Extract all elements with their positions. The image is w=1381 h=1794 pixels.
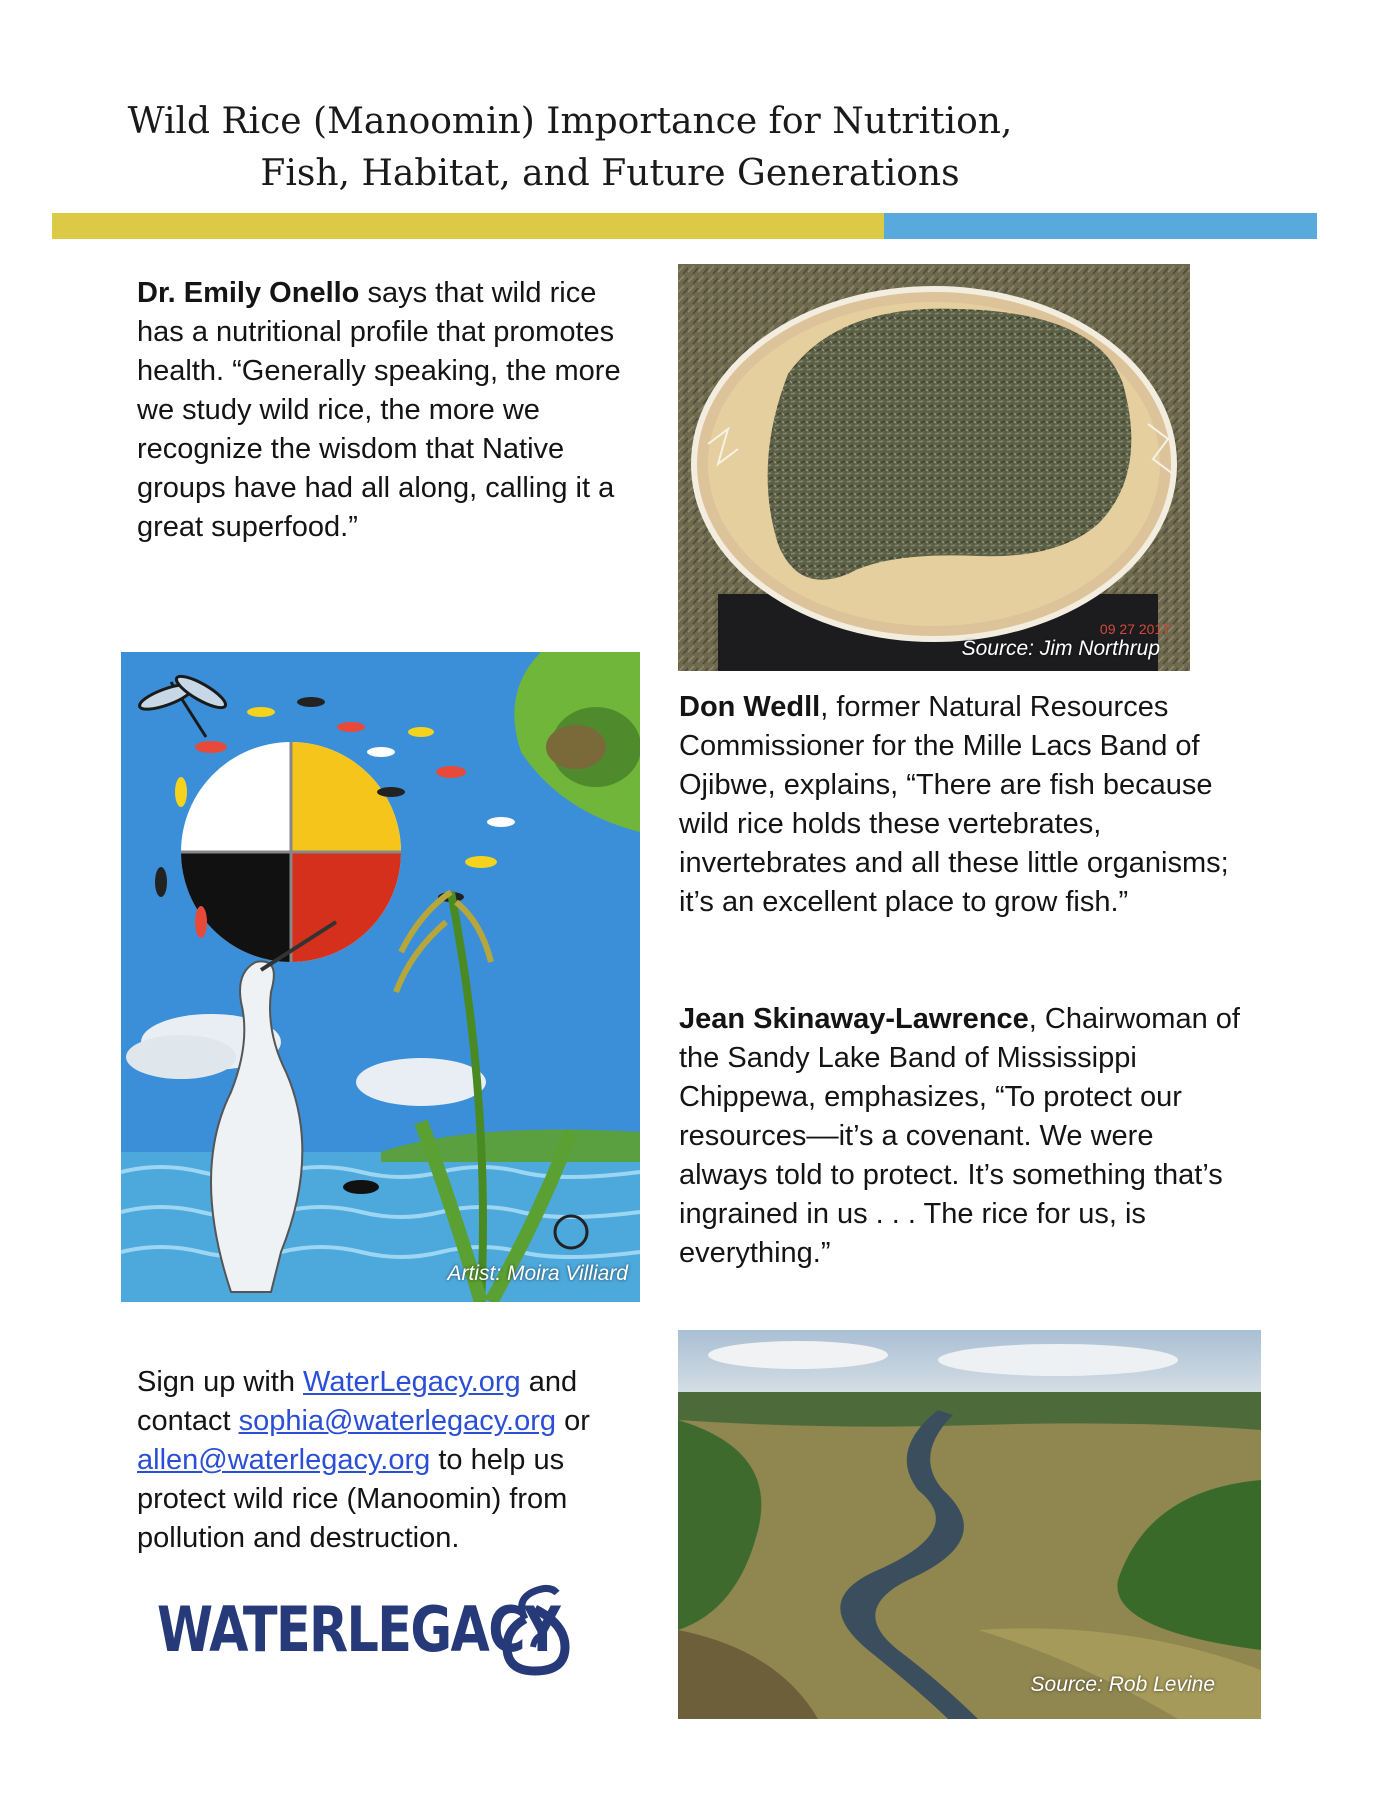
onello-paragraph: [137, 274, 637, 547]
signup-paragraph: [137, 1363, 657, 1558]
page-title: [0, 96, 1140, 200]
wedll-quote: , former Natural Resources Commissioner for the Mille Lacs Band of Ojibwe, explains, “There are fish because wild rice holds these vertebrates, invertebrates and all these little organisms; it’s an excellent place to grow fish.”: [679, 691, 1229, 918]
signup-text-4: to help us protect wild rice (Manoomin) from pollution and destruction.: [137, 1444, 568, 1554]
sophia-email-link[interactable]: sophia@waterlegacy.org: [238, 1405, 557, 1437]
artwork-caption: Artist: Moira Villiard: [447, 1262, 628, 1285]
allen-email-link[interactable]: allen@waterlegacy.org: [137, 1444, 431, 1476]
wedll-name: Don Wedll: [679, 691, 821, 723]
waterlegacy-logo[interactable]: [157, 1575, 577, 1685]
wedll-paragraph: [679, 688, 1249, 922]
divider-bar-yellow: [52, 213, 884, 239]
title-line-1: Wild Rice (Manoomin) Importance for Nutrition,: [127, 101, 1013, 142]
skinaway-paragraph: [679, 1000, 1249, 1273]
signup-text-2: and contact: [137, 1366, 578, 1437]
skinaway-name: Jean Skinaway-Lawrence: [679, 1003, 1029, 1035]
signup-text-1: Sign up with: [137, 1366, 304, 1398]
onello-quote: says that wild rice has a nutritional profile that promotes health. “Generally speaking, the more we study wild rice, the more we recognize the wisdom that Native groups have had all along, calling it a great superfood.”: [137, 277, 621, 543]
skinaway-quote: , Chairwoman of the Sandy Lake Band of Mississippi Chippewa, emphasizes, “To protect our resources––it’s a covenant. We were always told to protect. It’s something that’s ingrained in us . . . The rice for us, is everything.”: [679, 1003, 1240, 1269]
divider-bar-blue: [884, 213, 1317, 239]
title-line-2: Fish, Habitat, and Future Generations: [260, 153, 960, 194]
aerial-river-image: [678, 1330, 1261, 1719]
logo-wordmark: WATERLEGACY: [157, 1593, 560, 1666]
signup-text-3: or: [556, 1405, 590, 1437]
onello-name: Dr. Emily Onello: [137, 277, 360, 309]
rice-photo-date: 09 27 2017: [1099, 621, 1170, 637]
artwork-image: [121, 652, 640, 1302]
waterlegacy-link[interactable]: WaterLegacy.org: [303, 1366, 521, 1398]
wild-rice-artwork: [121, 652, 640, 1302]
aerial-photo: [678, 1330, 1261, 1719]
rice-basket-image: [678, 264, 1190, 671]
aerial-caption: Source: Rob Levine: [1030, 1673, 1215, 1696]
water-drop-icon: [495, 1579, 575, 1679]
rice-photo-caption: Source: Jim Northrup: [961, 637, 1160, 660]
rice-basket-photo: [678, 264, 1190, 671]
